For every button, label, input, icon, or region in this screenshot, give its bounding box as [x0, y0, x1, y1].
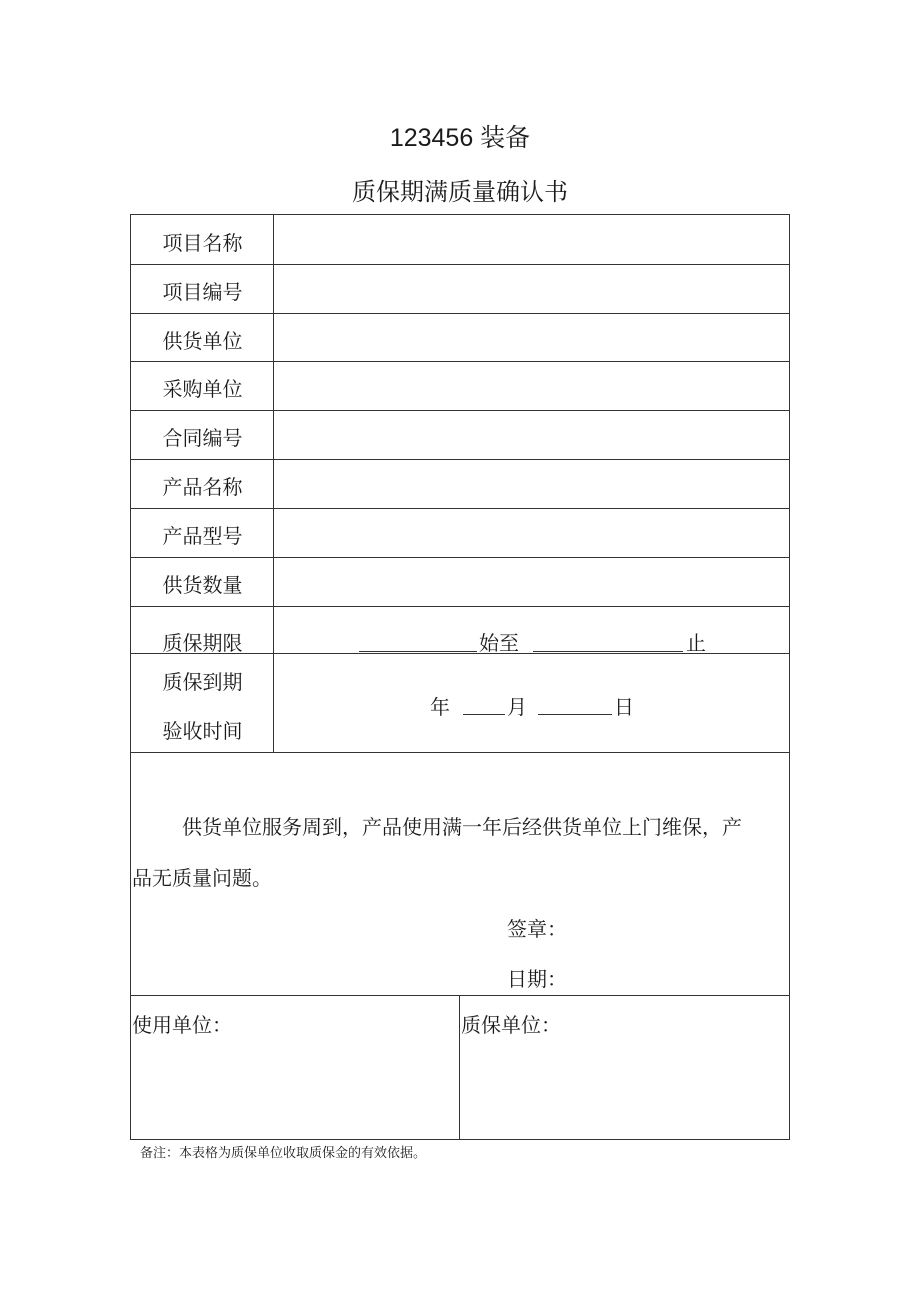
- label-product-name: 产品名称: [162, 475, 243, 499]
- warranty-start-blank[interactable]: [359, 633, 477, 652]
- value-product-model[interactable]: [274, 509, 789, 557]
- acceptance-month-text: 月: [507, 695, 527, 719]
- user-unit-cell[interactable]: [131, 996, 460, 1139]
- label-supply-quantity: 供货数量: [162, 573, 243, 597]
- statement-line2: 品无质量问题。: [132, 866, 272, 890]
- confirmation-form-table: [130, 214, 790, 1140]
- warranty-unit-cell[interactable]: [460, 996, 789, 1139]
- row-purchaser: [131, 362, 789, 411]
- label-purchaser: 采购单位: [162, 377, 243, 401]
- value-project-number[interactable]: [274, 265, 789, 313]
- row-contract-number: [131, 411, 789, 460]
- row-supplier: [131, 314, 789, 362]
- document-title-line2: 质保期满质量确认书: [352, 178, 568, 206]
- value-contract-number[interactable]: [274, 411, 789, 459]
- label-warranty-period: 质保期限: [162, 631, 243, 655]
- value-project-name[interactable]: [274, 215, 789, 264]
- row-warranty-period: [131, 607, 789, 654]
- label-acceptance-line2: 验收时间: [162, 719, 243, 743]
- statement-line1: 供货单位服务周到，产品使用满一年后经供货单位上门维保，产: [182, 815, 742, 839]
- value-supplier[interactable]: [274, 314, 789, 361]
- acceptance-day-blank[interactable]: [538, 696, 612, 715]
- warranty-unit-label: 质保单位：: [461, 1013, 561, 1037]
- value-purchaser[interactable]: [274, 362, 789, 410]
- user-unit-label: 使用单位：: [132, 1013, 232, 1037]
- acceptance-month-blank[interactable]: [463, 696, 505, 715]
- value-supply-quantity[interactable]: [274, 558, 789, 606]
- row-supply-quantity: [131, 558, 789, 607]
- label-supplier: 供货单位: [162, 329, 243, 353]
- label-project-name: 项目名称: [162, 231, 243, 255]
- date-label: 日期：: [507, 967, 567, 991]
- row-acceptance-time: [131, 654, 789, 753]
- label-acceptance-line1: 质保到期: [162, 670, 243, 694]
- value-product-name[interactable]: [274, 460, 789, 508]
- acceptance-day-text: 日: [614, 695, 634, 719]
- warranty-end-blank[interactable]: [533, 633, 683, 652]
- label-project-number: 项目编号: [162, 280, 243, 304]
- row-product-model: [131, 509, 789, 558]
- footnote: 备注：本表格为质保单位收取质保金的有效依据。: [140, 1146, 427, 1161]
- row-project-name: [131, 215, 789, 265]
- acceptance-year-text: 年: [430, 695, 450, 719]
- row-project-number: [131, 265, 789, 314]
- label-contract-number: 合同编号: [162, 426, 243, 450]
- seal-label: 签章：: [507, 917, 567, 941]
- statement-section: [131, 753, 789, 996]
- document-title-line1: 123456 装备: [389, 124, 531, 152]
- warranty-from-text: 始至: [479, 631, 519, 655]
- row-product-name: [131, 460, 789, 509]
- warranty-to-text: 止: [686, 631, 706, 655]
- label-product-model: 产品型号: [162, 524, 243, 548]
